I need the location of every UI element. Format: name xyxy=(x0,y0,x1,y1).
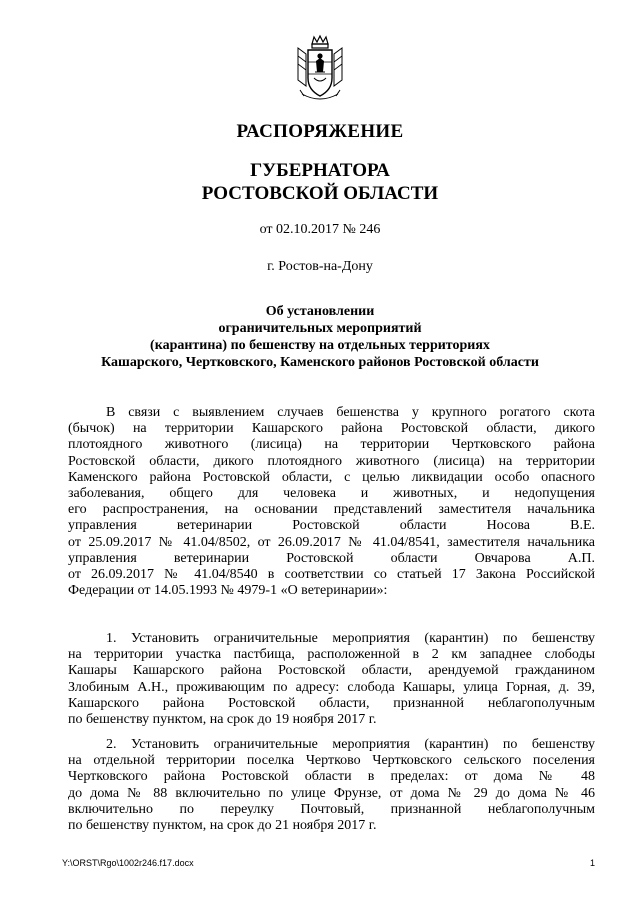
text-line: Федерации от 14.05.1993 № 4979-1 «О ветеринарии»: xyxy=(68,583,388,599)
text-line: 2. Установить ограничительные мероприятия (карантин) по бешенству xyxy=(106,737,595,752)
text-line: по бешенству пунктом, на срок до 19 ноября 2017 г. xyxy=(68,711,377,727)
subject-line: Об установлении xyxy=(265,304,375,319)
text-line: (бычок) на территории Кашарского района Ростовской области, дикого xyxy=(68,421,595,437)
footer-file-path: Y:\ORST\Rgo\1002r246.f17.docx xyxy=(62,858,194,868)
text-line: управления ветеринарии Ростовской области Носова В.Е. xyxy=(68,518,595,534)
text-line: от 25.09.2017 № 41.04/8502, от 26.09.2017 № 41.04/8541, заместителя начальника xyxy=(68,534,595,550)
text-line: Ростовской области, дикого плотоядного животного (лисица) на территории xyxy=(68,453,595,469)
footer-page-number: 1 xyxy=(590,858,596,868)
text-line: Кашары Кашарского района Ростовской области, арендуемой гражданином xyxy=(68,663,595,679)
text-line: плотоядного животного (лисица) на территории Чертковского района xyxy=(68,437,595,453)
issuer-line-2: РОСТОВСКОЙ ОБЛАСТИ xyxy=(201,183,439,204)
document-city: г. Ростов-на-Дону xyxy=(267,259,373,274)
paragraph-item-2 xyxy=(68,737,595,834)
text-line: Злобиным А.Н., проживающим по адресу: слобода Кашары, улица Горная, д. 39, xyxy=(68,679,595,695)
text-line: Чертковского района Ростовской области в пределах: от дома № 48 xyxy=(68,769,595,785)
subject-line: (карантина) по бешенству на отдельных территориях xyxy=(150,338,490,353)
text-line: по бешенству пунктом, на срок до 21 ноября 2017 г. xyxy=(68,817,377,833)
coat-of-arms-emblem xyxy=(292,34,348,104)
document-date-number: от 02.10.2017 № 246 xyxy=(259,222,381,237)
text-line: управления ветеринарии Ростовской области Овчарова А.П. xyxy=(68,550,595,566)
subject-line: ограничительных мероприятий xyxy=(218,321,422,336)
text-line: Каменского района Ростовской области, с целью ликвидации особо опасного xyxy=(68,469,595,485)
document-type-title: РАСПОРЯЖЕНИЕ xyxy=(236,121,404,142)
text-line: его распространения, на основании представлений заместителя начальника xyxy=(68,502,595,518)
text-line: заболевания, общего для человека и животных, и недопущения xyxy=(68,485,595,501)
text-line: на территории участка пастбища, расположенной в 2 км западнее слободы xyxy=(68,647,595,663)
paragraph-preamble xyxy=(68,405,595,599)
text-line: В связи с выявлением случаев бешенства у крупного рогатого скота xyxy=(106,405,595,420)
subject-line: Кашарского, Чертковского, Каменского районов Ростовской области xyxy=(101,355,539,370)
text-line: включительно по переулку Почтовый, признанной неблагополучным xyxy=(68,801,595,817)
document-subject xyxy=(60,303,580,371)
text-line: 1. Установить ограничительные мероприятия (карантин) по бешенству xyxy=(106,631,595,646)
paragraph-item-1 xyxy=(68,631,595,728)
text-line: на отдельной территории поселка Чертково Чертковского сельского поселения xyxy=(68,753,595,769)
text-line: Кашарского района Ростовской области, признанной неблагополучным xyxy=(68,695,595,711)
issuer-line-1: ГУБЕРНАТОРА xyxy=(250,160,390,181)
text-line: от 26.09.2017 № 41.04/8540 в соответствии со статьей 17 Закона Российской xyxy=(68,566,595,582)
text-line: до дома № 88 включительно по улице Фрунзе, от дома № 29 до дома № 46 xyxy=(68,785,595,801)
